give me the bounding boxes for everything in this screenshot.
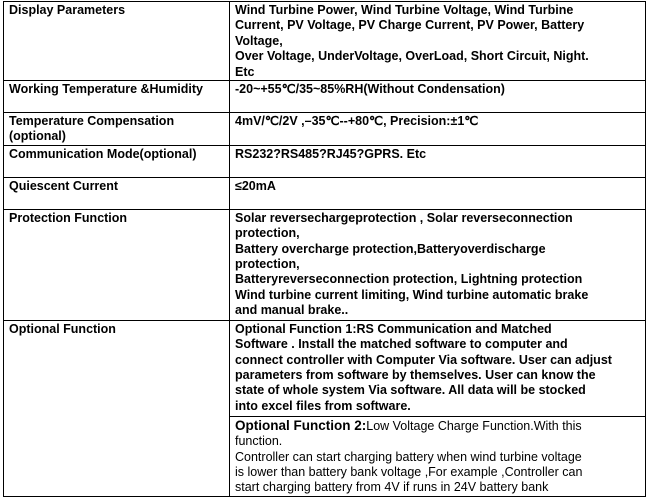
row-value-optional-function-2 bbox=[230, 416, 646, 496]
value-line: RS232?RS485?RJ45?GPRS. Etc bbox=[235, 146, 427, 161]
row-value-temperature-compensation bbox=[230, 113, 646, 146]
row-label-display-parameters: Display Parameters bbox=[4, 2, 230, 81]
value-line: function. bbox=[235, 434, 283, 449]
table-row bbox=[4, 2, 646, 81]
row-label-quiescent-current: Quiescent Current bbox=[4, 177, 230, 209]
value-line: -20~+55℃/35~85%RH(Without Condensation) bbox=[235, 82, 505, 97]
value-line: Battery overcharge protection,Batteryoverdischarge bbox=[235, 241, 546, 256]
value-line: is lower than battery bank voltage ,For example ,Controller can bbox=[235, 465, 583, 480]
row-value-protection-function bbox=[230, 209, 646, 320]
table-row bbox=[4, 113, 646, 146]
value-line: Controller can start charging battery when wind turbine voltage bbox=[235, 449, 582, 464]
row-value-working-temperature bbox=[230, 81, 646, 113]
value-line: Solar reversechargeprotection , Solar reverseconnection bbox=[235, 210, 573, 225]
value-line: ≤20mA bbox=[235, 178, 276, 193]
table-row bbox=[4, 81, 646, 113]
value-line: Wind Turbine Power, Wind Turbine Voltage, Wind Turbine bbox=[235, 3, 574, 17]
row-value-display-parameters bbox=[230, 2, 646, 81]
row-label-protection-function: Protection Function bbox=[4, 209, 230, 320]
table-row bbox=[4, 209, 646, 320]
spec-table bbox=[3, 1, 646, 497]
optional-function-2-title-rest: Low Voltage Charge Function.With this bbox=[366, 418, 582, 433]
value-line bbox=[235, 418, 640, 434]
value-line: protection, bbox=[235, 257, 300, 272]
row-value-optional-function-1 bbox=[230, 320, 646, 416]
row-value-communication-mode bbox=[230, 145, 646, 177]
row-label-temperature-compensation bbox=[4, 113, 230, 146]
value-line: Etc bbox=[235, 64, 255, 79]
row-label-communication-mode: Communication Mode(optional) bbox=[4, 145, 230, 177]
value-line: Wind turbine current limiting, Wind turbine automatic brake bbox=[235, 287, 589, 302]
value-line: Current, PV Voltage, PV Charge Current, PV Power, Battery bbox=[235, 18, 585, 33]
value-line: Software . Install the matched software to computer and bbox=[235, 337, 568, 352]
row-label-working-temperature: Working Temperature &Humidity bbox=[4, 81, 230, 113]
value-line: Optional Function 1:RS Communication and Matched bbox=[235, 321, 552, 336]
label-line: Temperature Compensation bbox=[9, 114, 175, 129]
label-line: (optional) bbox=[9, 129, 66, 144]
row-label-optional-function: Optional Function bbox=[4, 320, 230, 496]
table-row bbox=[4, 320, 646, 416]
value-line: 4mV/℃/2V ,–35℃--+80℃, Precision:±1℃ bbox=[235, 114, 479, 129]
value-line: state of whole system Via software. All data will be stocked bbox=[235, 383, 586, 398]
value-line: start charging battery from 4V if runs in 24V battery bank bbox=[235, 480, 549, 495]
value-line: into excel files from software. bbox=[235, 398, 411, 413]
value-line: Batteryreverseconnection protection, Lightning protection bbox=[235, 272, 583, 287]
value-line: parameters from software by themselves. User can know the bbox=[235, 368, 596, 383]
value-line: connect controller with Computer Via software. User can adjust bbox=[235, 352, 612, 367]
table-row bbox=[4, 177, 646, 209]
value-line: Voltage, bbox=[235, 33, 283, 48]
value-line: Over Voltage, UnderVoltage, OverLoad, Short Circuit, Night. bbox=[235, 49, 589, 64]
optional-function-2-title: Optional Function 2: bbox=[235, 417, 367, 433]
value-line: and manual brake.. bbox=[235, 303, 349, 318]
value-line: protection, bbox=[235, 226, 300, 241]
row-value-quiescent-current bbox=[230, 177, 646, 209]
table-row bbox=[4, 145, 646, 177]
